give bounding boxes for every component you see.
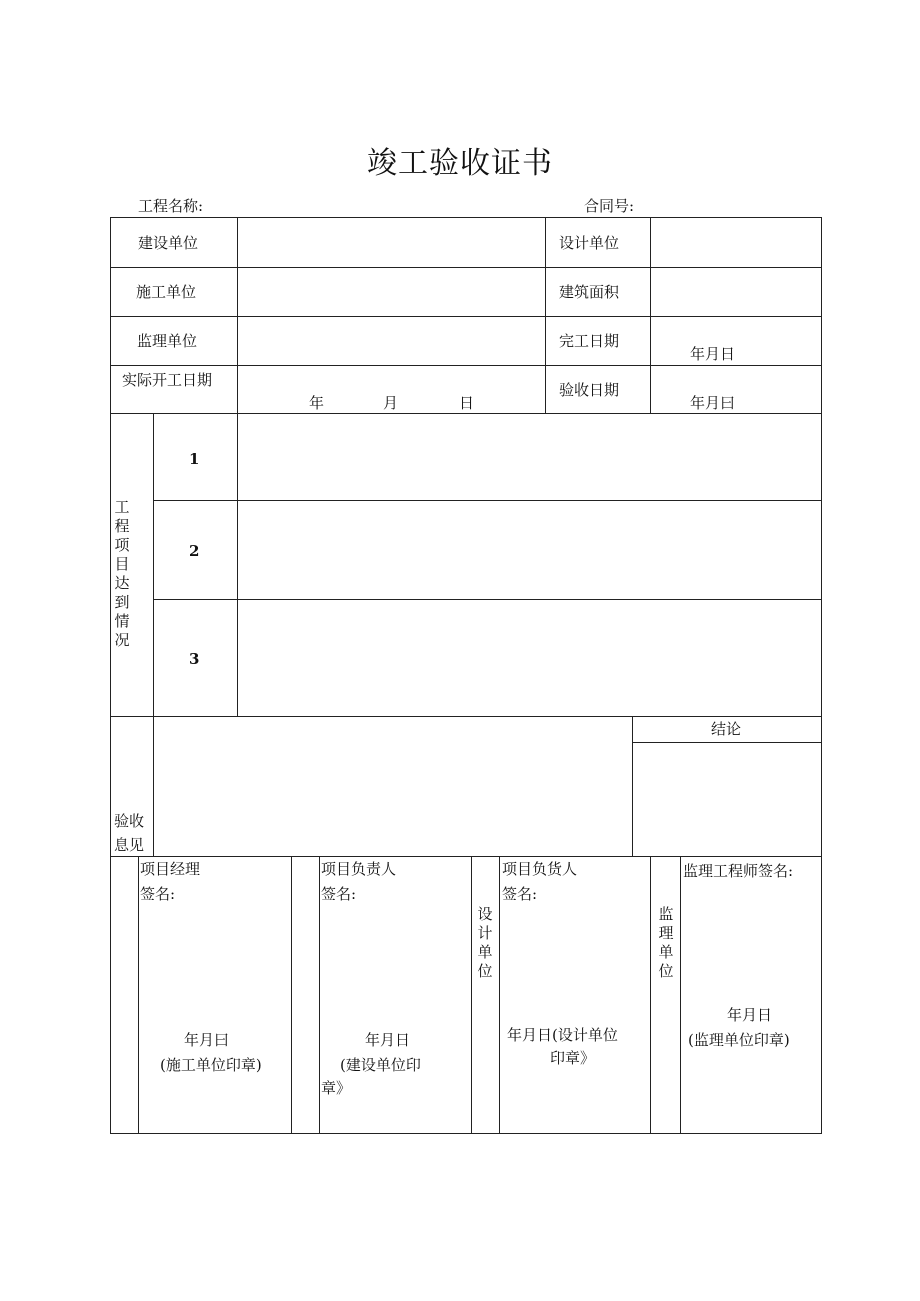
supervision-unit-label: 监理单位	[137, 332, 198, 350]
construction-unit-label: 建设单位	[138, 234, 199, 252]
builder-unit-label: 施工单位	[136, 283, 197, 301]
acceptance-date-label: 验收日期	[559, 381, 620, 399]
contract-no-label: 合同号:	[584, 197, 635, 215]
conclusion-label: 结论	[711, 720, 742, 738]
designer-seal-line2: 印章》	[550, 1049, 596, 1067]
achievement-item-1: 1	[189, 450, 200, 468]
owner-seal-line1: (建设单位印	[340, 1056, 421, 1074]
project-name-label: 工程名称:	[138, 197, 204, 215]
designer-sign-label: 签名:	[502, 885, 538, 903]
achievement-label: 工程项目达到情况	[114, 498, 130, 649]
achievement-item-3: 3	[189, 650, 200, 668]
supervisor-date: 年月日	[727, 1006, 773, 1024]
designer-title: 项目负货人	[502, 860, 578, 878]
opinion-label-line1: 验收	[114, 812, 145, 830]
building-area-label: 建筑面积	[559, 283, 620, 301]
design-unit-label: 设计单位	[559, 234, 620, 252]
supervisor-seal: (监理单位印章)	[688, 1031, 790, 1049]
owner-sign-block	[321, 857, 396, 907]
designer-sign-block	[502, 857, 577, 907]
achievement-item-2: 2	[189, 542, 200, 560]
builder-date: 年月曰	[184, 1031, 230, 1049]
start-day: 日	[459, 394, 475, 412]
designer-date-seal: 年月日(设计单位	[507, 1026, 618, 1044]
owner-date: 年月日	[365, 1031, 411, 1049]
design-side-label: 设计单位	[477, 905, 493, 980]
start-year: 年	[309, 394, 325, 412]
actual-start-date-label: 实际开工日期	[122, 371, 213, 389]
supervisor-title: 监理工程师签名:	[683, 862, 794, 880]
opinion-label-line2: 息见	[114, 836, 145, 854]
acceptance-date-value: 年月曰	[690, 394, 736, 412]
owner-sign-label: 签名:	[321, 885, 357, 903]
owner-seal-line2: 章》	[321, 1079, 352, 1097]
builder-title: 项目经理	[140, 860, 201, 878]
builder-sign-block	[140, 857, 200, 907]
builder-seal: (施工单位印章)	[160, 1056, 262, 1074]
page-title: 竣工验收证书	[367, 146, 553, 181]
start-month: 月	[383, 394, 399, 412]
builder-sign-label: 签名:	[140, 885, 176, 903]
supervision-side-label: 监理单位	[658, 905, 674, 980]
completion-date-label: 完工日期	[559, 332, 620, 350]
completion-date-value: 年月日	[690, 345, 736, 363]
owner-title: 项目负责人	[321, 860, 397, 878]
